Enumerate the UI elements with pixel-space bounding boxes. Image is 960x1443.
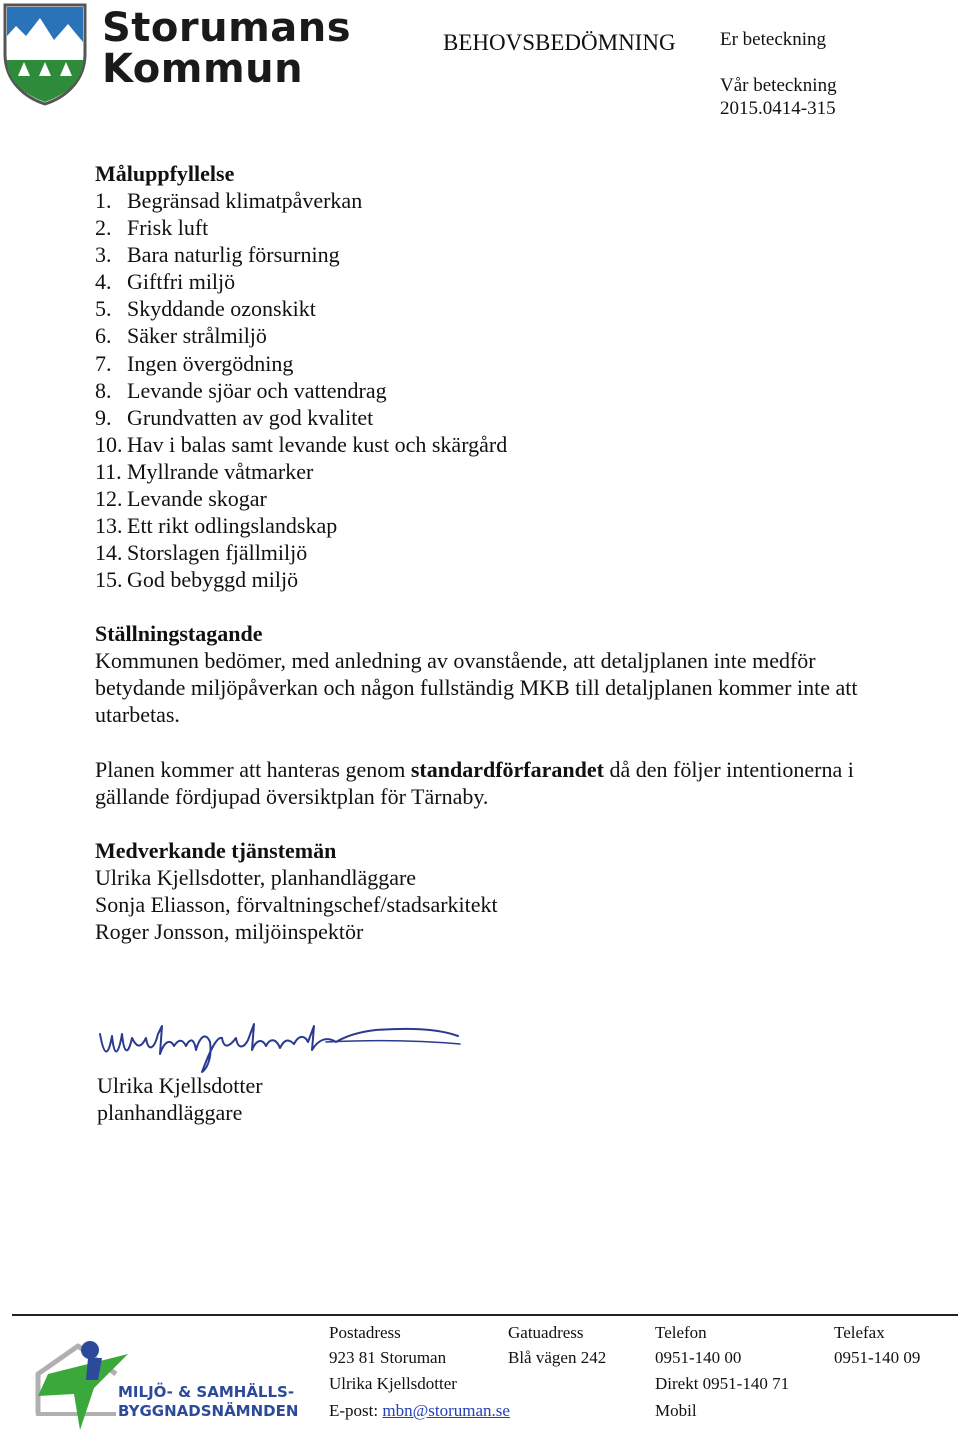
list-item-number: 10. (95, 431, 123, 457)
handwritten-signature (96, 1016, 466, 1076)
plan-section (95, 756, 885, 810)
list-item-number: 1. (95, 188, 112, 213)
footer-direkt: Direkt 0951-140 71 (655, 1374, 790, 1393)
footer-telefax-value: 0951-140 09 (834, 1348, 921, 1367)
list-item-number: 3. (95, 242, 112, 268)
logo-text-line1: Storumans (102, 5, 352, 51)
plan-procedure: standardförfarandet (410, 757, 604, 782)
stance-text: Kommunen bedömer, med anledning av ovanstående, att detaljplanen inte medför betydande miljöpåverkan och någon fullständig MKB till detaljplanen kommer inte att utarbetas. (95, 648, 858, 727)
footer-telefon-value: 0951-140 00 (655, 1348, 742, 1367)
list-item-number: 15. (95, 567, 123, 593)
list-item (95, 566, 895, 593)
list-item (95, 241, 895, 268)
signer-name: Ulrika Kjellsdotter (97, 1073, 263, 1098)
list-item-number: 8. (95, 377, 112, 403)
list-item (95, 539, 895, 566)
footer-email-label: E-post: (329, 1401, 383, 1420)
list-item-text: Säker strålmiljö (127, 323, 267, 349)
board-logo-text (118, 1383, 298, 1421)
list-item-number: 4. (95, 269, 112, 295)
list-item-number: 6. (95, 323, 112, 349)
list-item-number: 5. (95, 296, 112, 322)
list-item (95, 322, 895, 349)
list-item (95, 377, 895, 404)
stance-heading: Ställningstagande (95, 621, 263, 646)
list-item (95, 295, 895, 322)
goals-section (95, 160, 895, 593)
footer-email (329, 1401, 510, 1421)
var-beteckning-value: 2015.0414-315 (720, 98, 836, 119)
list-item (95, 350, 895, 377)
staff-member: Ulrika Kjellsdotter, planhandläggare (95, 865, 417, 890)
plan-text (95, 756, 885, 810)
list-item-number: 14. (95, 540, 123, 566)
footer-email-link[interactable]: mbn@storuman.se (382, 1401, 510, 1420)
list-item-text: Grundvatten av god kvalitet (127, 404, 374, 430)
var-beteckning-label: Vår beteckning (720, 75, 837, 96)
board-logo-line2: BYGGNADSNÄMNDEN (118, 1402, 299, 1420)
list-item (95, 214, 895, 241)
footer-gatuadress-label: Gatuadress (508, 1323, 584, 1342)
signer-block (97, 1072, 263, 1126)
staff-member: Roger Jonsson, miljöinspektör (95, 919, 364, 944)
footer-contact-name: Ulrika Kjellsdotter (329, 1374, 457, 1393)
municipality-crest-logo (2, 2, 88, 106)
list-item-text: Hav i balas samt levande kust och skärgård (127, 431, 508, 457)
document-type: BEHOVSBEDÖMNING (443, 30, 676, 55)
list-item-number: 11. (95, 458, 122, 484)
list-item-text: Storslagen fjällmiljö (127, 540, 308, 566)
list-item-text: God bebyggd miljö (127, 567, 299, 593)
list-item (95, 187, 895, 214)
list-item-text: Skyddande ozonskikt (127, 296, 316, 322)
footer-mobil: Mobil (655, 1401, 697, 1420)
list-item-text: Levande skogar (127, 486, 267, 512)
municipality-name-logo (102, 5, 352, 92)
list-item-text: Levande sjöar och vattendrag (127, 377, 387, 403)
list-item (95, 512, 895, 539)
footer-telefax-label: Telefax (834, 1323, 885, 1342)
list-item-text: Begränsad klimatpåverkan (127, 188, 363, 213)
footer-postadress-label: Postadress (329, 1323, 401, 1342)
footer-postadress-value: 923 81 Storuman (329, 1348, 447, 1367)
list-item (95, 404, 895, 431)
logo-text-line2: Kommun (102, 46, 304, 92)
list-item-number: 9. (95, 404, 112, 430)
signer-title: planhandläggare (97, 1100, 243, 1125)
list-item-number: 13. (95, 513, 123, 539)
staff-section (95, 837, 885, 945)
list-item-text: Bara naturlig försurning (127, 242, 340, 268)
footer-gatuadress-value: Blå vägen 242 (508, 1348, 607, 1367)
plan-text-before: Planen kommer att hanteras genom (95, 757, 411, 782)
staff-member: Sonja Eliasson, förvaltningschef/stadsarkitekt (95, 892, 498, 917)
board-logo-line1: MILJÖ- & SAMHÄLLS- (118, 1383, 295, 1401)
list-item-text: Frisk luft (127, 215, 209, 241)
list-item (95, 268, 895, 295)
list-item-text: Ett rikt odlingslandskap (127, 513, 338, 539)
stance-section (95, 620, 885, 728)
list-item-number: 7. (95, 350, 112, 376)
list-item-number: 12. (95, 486, 123, 512)
list-item-text: Myllrande våtmarker (127, 458, 314, 484)
list-item (95, 458, 895, 485)
staff-heading: Medverkande tjänstemän (95, 838, 337, 863)
footer-telefon-label: Telefon (655, 1323, 707, 1342)
list-item-text: Ingen övergödning (127, 350, 294, 376)
list-item (95, 431, 895, 458)
footer-divider (12, 1314, 958, 1316)
goals-list (95, 187, 895, 593)
list-item-text: Giftfri miljö (127, 269, 236, 295)
list-item-number: 2. (95, 215, 112, 241)
plan-text-after: då den följer intentionerna i gällande fördjupad översiktplan för Tärnaby. (95, 757, 854, 809)
goals-heading: Måluppfyllelse (95, 161, 235, 186)
list-item (95, 485, 895, 512)
er-beteckning-label: Er beteckning (720, 29, 827, 50)
